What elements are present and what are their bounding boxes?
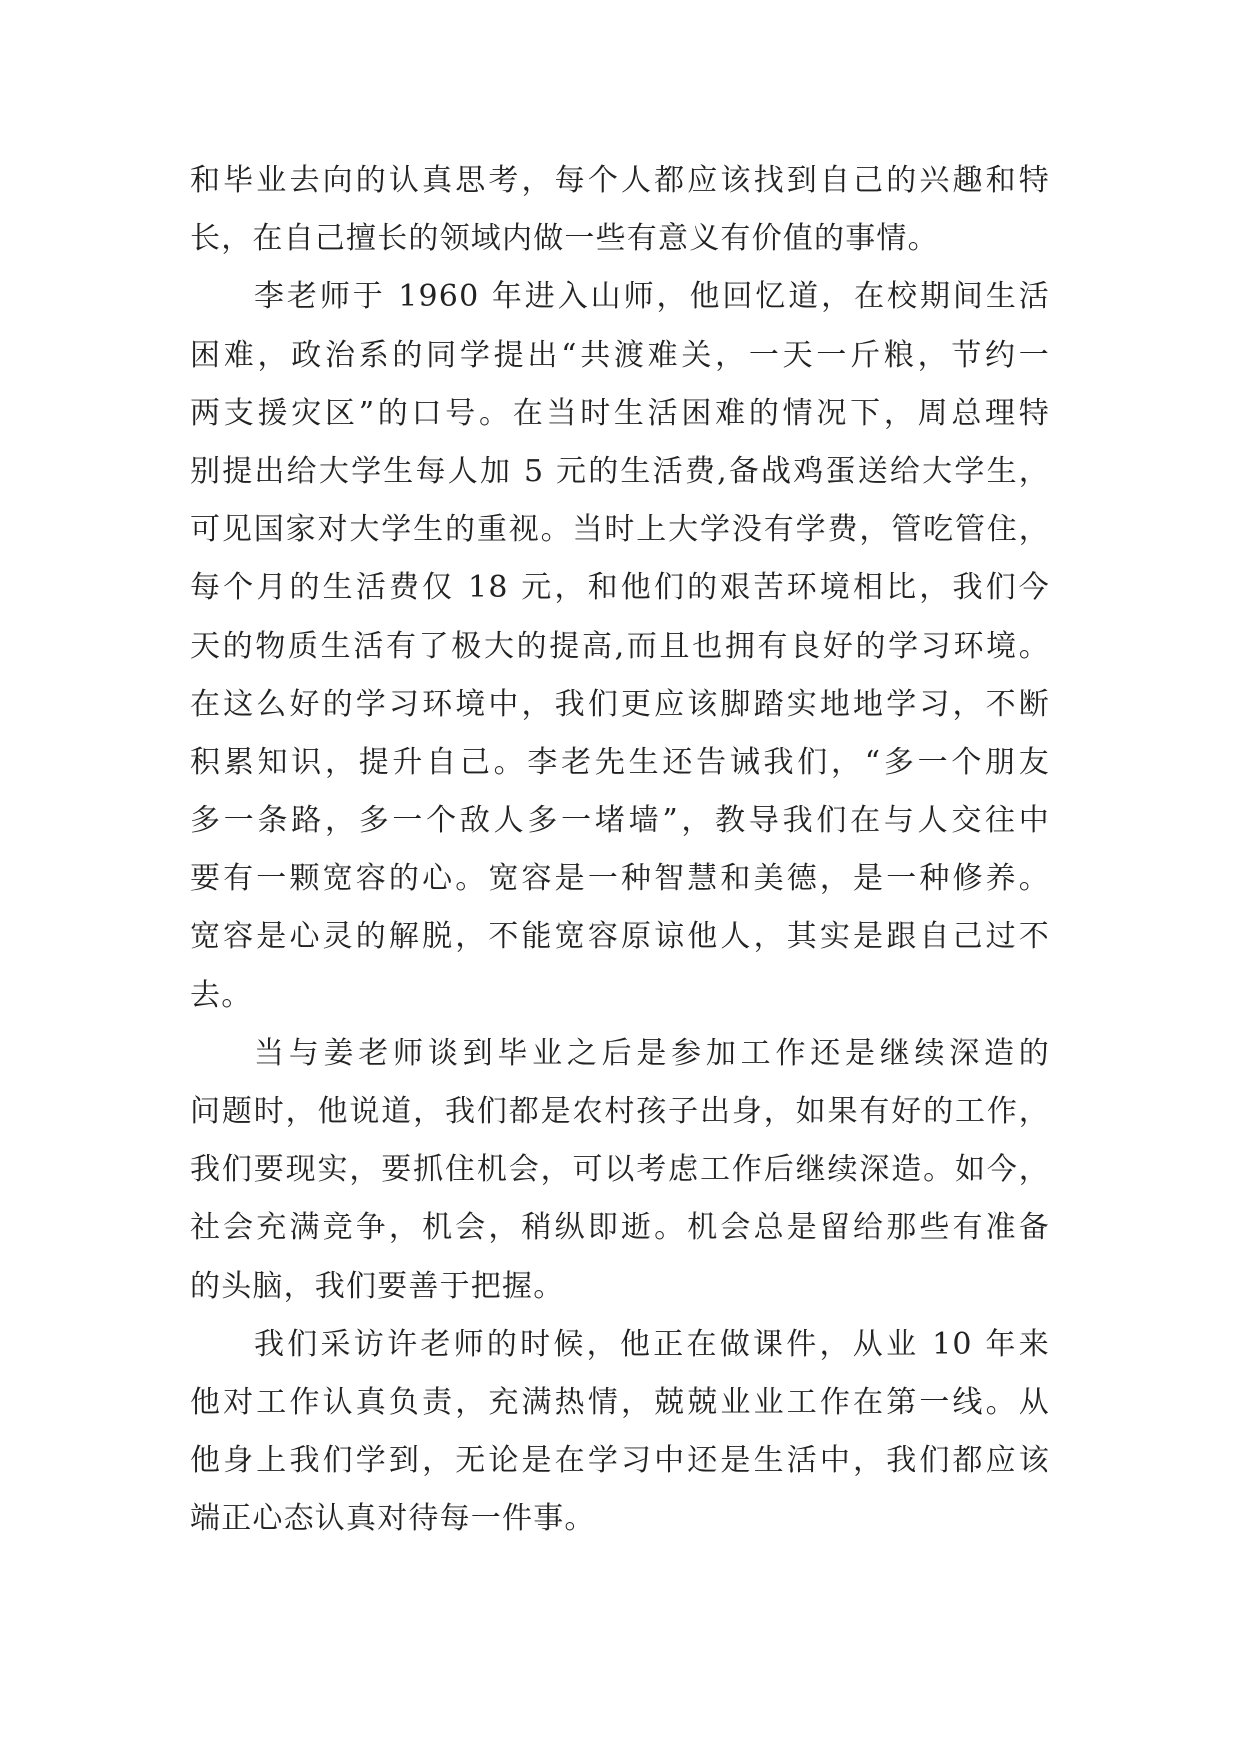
text-line: 可见国家对大学生的重视。当时上大学没有学费，管吃管住， xyxy=(190,512,1050,548)
text-line: 去。 xyxy=(190,977,253,1013)
text-line: 每个月的生活费仅 18 元，和他们的艰苦环境相比，我们今 xyxy=(190,570,1050,606)
text-line: 他对工作认真负责，充满热情，兢兢业业工作在第一线。从 xyxy=(190,1384,1050,1420)
text-line: 积累知识，提升自己。李老先生还告诫我们，“多一个朋友 xyxy=(190,744,1050,780)
text-line: 端正心态认真对待每一件事。 xyxy=(190,1501,596,1537)
text-line: 天的物质生活有了极大的提高,而且也拥有良好的学习环境。 xyxy=(190,628,1050,664)
paragraph-first-line: 李老师于 1960 年进入山师，他回忆道，在校期间生活 xyxy=(254,279,1050,315)
text-line: 的头脑，我们要善于把握。 xyxy=(190,1268,565,1304)
text-line: 我们要现实，要抓住机会，可以考虑工作后继续深造。如今， xyxy=(190,1152,1050,1188)
text-line: 要有一颗宽容的心。宽容是一种智慧和美德，是一种修养。 xyxy=(190,861,1050,897)
text-line: 在这么好的学习环境中，我们更应该脚踏实地地学习，不断 xyxy=(190,686,1050,722)
text-line: 社会充满竞争，机会，稍纵即逝。机会总是留给那些有准备 xyxy=(190,1210,1050,1246)
text-line: 别提出给大学生每人加 5 元的生活费,备战鸡蛋送给大学生， xyxy=(190,453,1050,489)
text-line: 他身上我们学到，无论是在学习中还是生活中，我们都应该 xyxy=(190,1443,1050,1479)
paragraph-first-line: 我们采访许老师的时候，他正在做课件，从业 10 年来 xyxy=(254,1326,1050,1362)
text-line: 困难，政治系的同学提出“共渡难关，一天一斤粮，节约一 xyxy=(190,337,1050,373)
text-line: 宽容是心灵的解脱，不能宽容原谅他人，其实是跟自己过不 xyxy=(190,919,1050,955)
text-line: 长，在自己擅长的领域内做一些有意义有价值的事情。 xyxy=(190,221,939,257)
text-line: 多一条路，多一个敌人多一堵墙”，教导我们在与人交往中 xyxy=(190,803,1050,839)
text-line: 问题时，他说道，我们都是农村孩子出身，如果有好的工作， xyxy=(190,1094,1050,1129)
document-page xyxy=(190,152,1050,1549)
paragraph-first-line: 当与姜老师谈到毕业之后是参加工作还是继续深造的 xyxy=(254,1035,1050,1071)
text-line: 两支援灾区”的口号。在当时生活困难的情况下，周总理特 xyxy=(190,395,1050,431)
text-line: 和毕业去向的认真思考，每个人都应该找到自己的兴趣和特 xyxy=(190,163,1050,198)
